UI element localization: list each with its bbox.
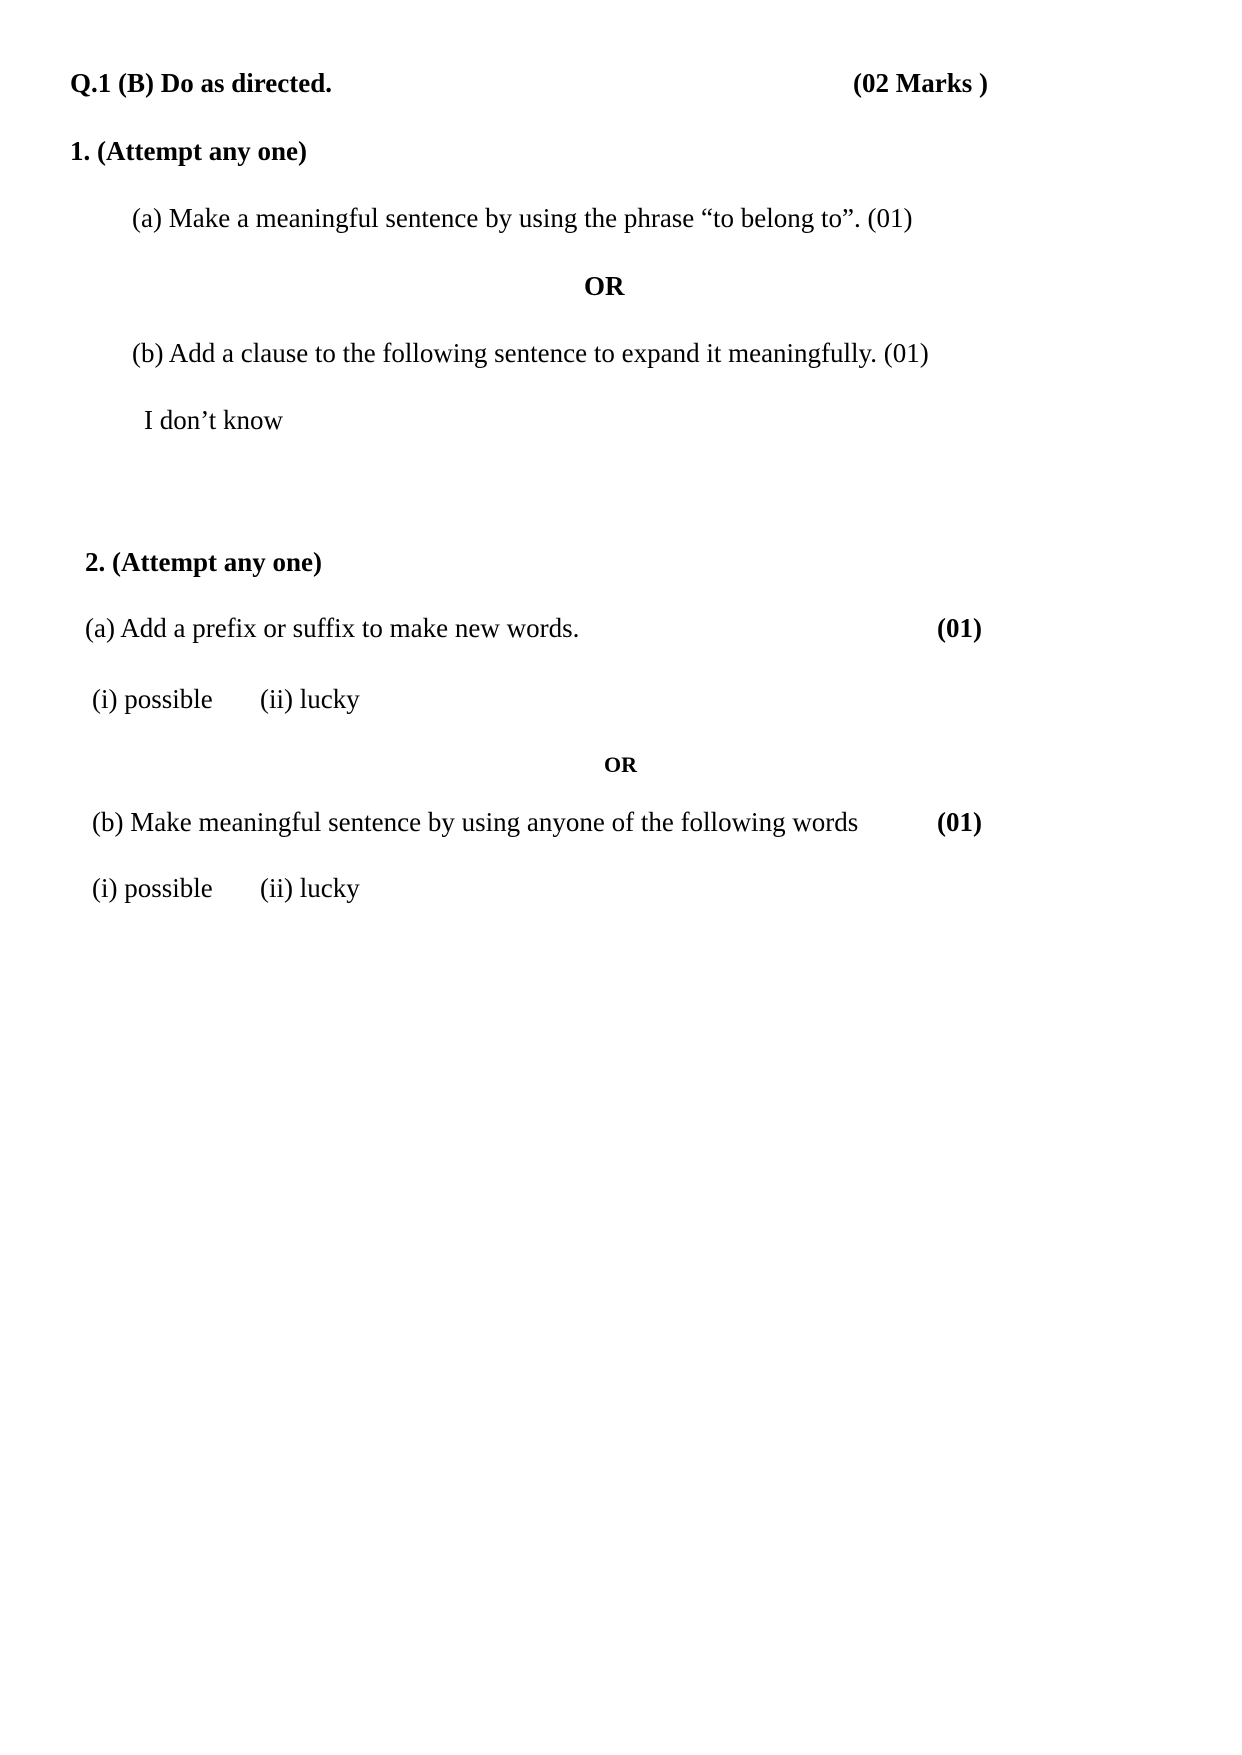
question1-or-label: OR [584,271,625,301]
question2-option-a-word-2: (ii) lucky [260,684,360,714]
question2-option-a-word-1: (i) possible [92,684,213,714]
question2-option-b-word-1: (i) possible [92,873,213,903]
question1-heading: 1. (Attempt any one) [70,136,307,166]
question1-option-a: (a) Make a meaningful sentence by using the phrase “to belong to”. (01) [132,203,913,233]
question2-heading: 2. (Attempt any one) [85,547,322,577]
question2-option-a: (a) Add a prefix or suffix to make new words. [85,613,580,643]
question2-or-label: OR [604,752,637,777]
question2-option-b: (b) Make meaningful sentence by using anyone of the following words [92,807,859,837]
question2-option-b-word-2: (ii) lucky [260,873,360,903]
question1-sentence: I don’t know [144,405,283,435]
section-title: Q.1 (B) Do as directed. [70,68,332,98]
section-marks: (02 Marks ) [853,68,988,98]
question2-option-a-marks: (01) [937,613,982,643]
question2-option-b-marks: (01) [937,807,982,837]
question1-option-b: (b) Add a clause to the following sentence to expand it meaningfully. (01) [132,338,929,368]
